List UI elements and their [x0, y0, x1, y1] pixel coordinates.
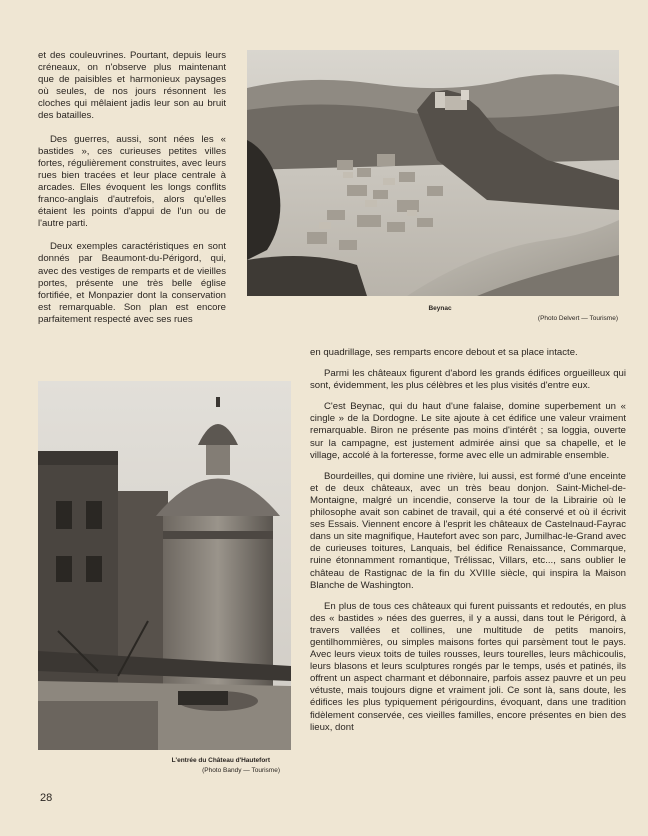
right-paragraph-4: Bourdeilles, qui domine une rivière, lui aussi, est formé d'une enceinte et de deux châteaux, avec un très beau donjon. Saint-Michel-de-Montaigne, malgré un incendie, conserve la tour de la Librairie où le philosophe avait son cabinet de travail, qui a été conservé et où il écrivit ses Essais. Viennent encore à l'esprit les châteaux de Castelnaud-Fayrac dans un site magnifique, Hautefort avec son parc, Jumilhac-le-Grand avec de curieuses toitures, Lanquais, bel édifice Renaissance, Commarque, ruine étonnamment romantique, Trélissac, Villars, etc..., sans oublier le château de Rastignac de la fin du XVIIIe siècle, qui inspira la Maison Blanche de Washington.	[310, 470, 626, 591]
page-number: 28	[40, 792, 53, 804]
hautefort-photo	[38, 381, 291, 750]
beynac-credit: (Photo Delvert — Tourisme)	[537, 315, 618, 322]
right-paragraph-5: En plus de tous ces châteaux qui furent puissants et redoutés, en plus des « bastides » nées des guerres, il y a aussi, dans tout le Périgord, à travers vallées et collines, une multitude de petits manoirs, gentilhommières, ou simples maisons fortes qui parsèment tout le pays. Avec leurs vieux toits de tuiles rousses, leurs tourelles, leurs mâchicoulis, leurs blasons et leurs sculptures rongés par le temps, usés et patinés, ils offrent un aspect charmant et débonnaire, parfois assez pauvre et un peu vétuste, mais toujours digne et vraiment joli. Ce sont là, sans doute, les édifices les plus typiquement périgourdins, évoquant, dans une tradition fidèlement conservée, ces vieilles familles, encore présentes en bien des lieux, dont	[310, 600, 626, 733]
beynac-caption: Beynac	[428, 305, 452, 312]
beynac-photo	[247, 50, 619, 296]
hautefort-caption: L'entrée du Château d'Hautefort	[171, 757, 270, 764]
left-paragraph-1: et des couleuvrines. Pourtant, depuis leurs créneaux, on n'observe plus maintenant que de paisibles et harmonieux paysages où seules, de nos jours résonnent les cloches qui mêlaient jadis leur son au bruit des batailles.	[38, 50, 226, 122]
right-paragraph-1: en quadrillage, ses remparts encore debout et sa place intacte.	[310, 347, 578, 358]
right-text-column	[310, 347, 626, 743]
right-paragraph-2: Parmi les châteaux figurent d'abord les grands édifices orgueilleux qui sont, évidemment, les plus célèbres et les plus visités d'entre eux.	[310, 368, 626, 392]
left-paragraph-2: Des guerres, aussi, sont nées les « bastides », ces curieuses petites villes fortes, régulièrement construites, avec leurs rues bien tracées et leur place centrale à arcades. Elles évoquent les longs conflits franco-anglais d'autrefois, alors qu'elles étaient les points d'appui de l'un ou de l'autre parti.	[38, 133, 226, 230]
left-paragraph-3: Deux exemples caractéristiques en sont donnés par Beaumont-du-Périgord, qui, avec des vestiges de remparts et de vieilles portes, présente une très belle église fortifiée, et Monpazier dont la conservation est remarquable. Son plan est encore parfaitement respecté avec ses rues	[38, 241, 226, 325]
left-text-column	[38, 50, 226, 337]
hautefort-credit: (Photo Bandy — Tourisme)	[202, 767, 280, 774]
right-paragraph-3: C'est Beynac, qui du haut d'une falaise, domine superbement un « cingle » de la Dordogne. Le site ajoute à cet édifice une valeur vraiment remarquable. Biron ne présente pas moins d'intérêt ; sa loggia, ouverte sur la campagne, est justement admirée ainsi que sa chapelle, et le village, accolé à la forteresse, forme avec elle un admirable ensemble.	[310, 401, 626, 461]
